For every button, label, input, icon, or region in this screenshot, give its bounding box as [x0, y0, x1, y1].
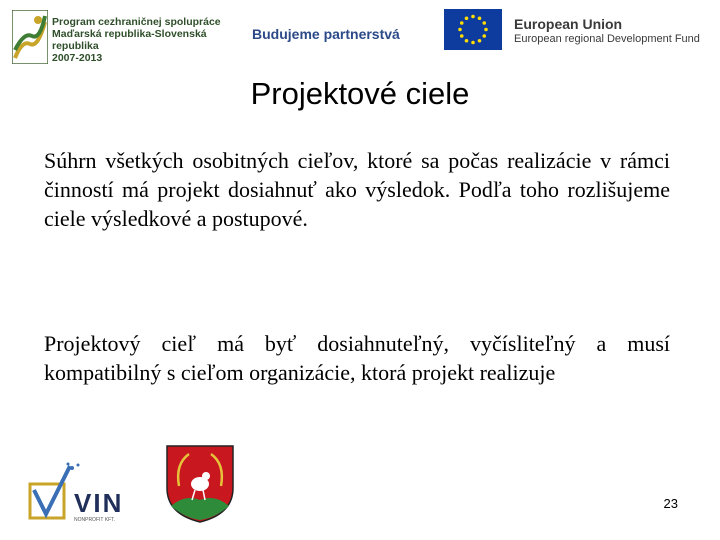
eu-star-icon	[465, 39, 469, 43]
eu-star-icon	[471, 15, 475, 19]
eu-star-icon	[478, 39, 482, 43]
program-logo-icon	[12, 10, 48, 64]
eu-star-icon	[465, 16, 469, 20]
eu-flag-icon	[444, 9, 502, 50]
eu-star-icon	[482, 21, 486, 25]
vin-logo-icon	[26, 462, 146, 524]
body-paragraph: Súhrn všetkých osobitných cieľov, ktoré sa počas realizácie v rámci činností má projekt dosiahnuť ako výsledok. Podľa toho rozlišujeme ciele výsledkové a postupové.	[44, 148, 670, 231]
eu-subtitle: European regional Development Fund	[514, 33, 700, 45]
eu-star-icon	[484, 28, 488, 32]
vin-logo-text: VIN	[74, 488, 124, 518]
eu-star-icon	[458, 28, 462, 32]
program-name	[52, 16, 252, 64]
vin-logo-subtext: NONPROFIT KFT.	[74, 517, 116, 523]
program-line: Program cezhraničnej spolupráce	[52, 16, 221, 28]
eu-star-icon	[460, 21, 464, 25]
partnership-slogan: Budujeme partnerstvá	[252, 26, 400, 42]
eu-star-icon	[478, 16, 482, 20]
coat-of-arms-icon	[165, 444, 235, 524]
eu-title: European Union	[514, 16, 623, 32]
page-number: 23	[663, 496, 678, 511]
eu-star-icon	[471, 41, 475, 45]
eu-star-icon	[482, 34, 486, 38]
program-line: 2007-2013	[52, 52, 103, 64]
slide-title: Projektové ciele	[250, 76, 470, 111]
program-line: Maďarská republika-Slovenská republika	[52, 28, 207, 52]
body-paragraph: Projektový cieľ má byť dosiahnuteľný, vyčísliteľný a musí kompatibilný s cieľom organizácie, ktorá projekt realizuje	[44, 331, 670, 385]
eu-star-icon	[460, 34, 464, 38]
